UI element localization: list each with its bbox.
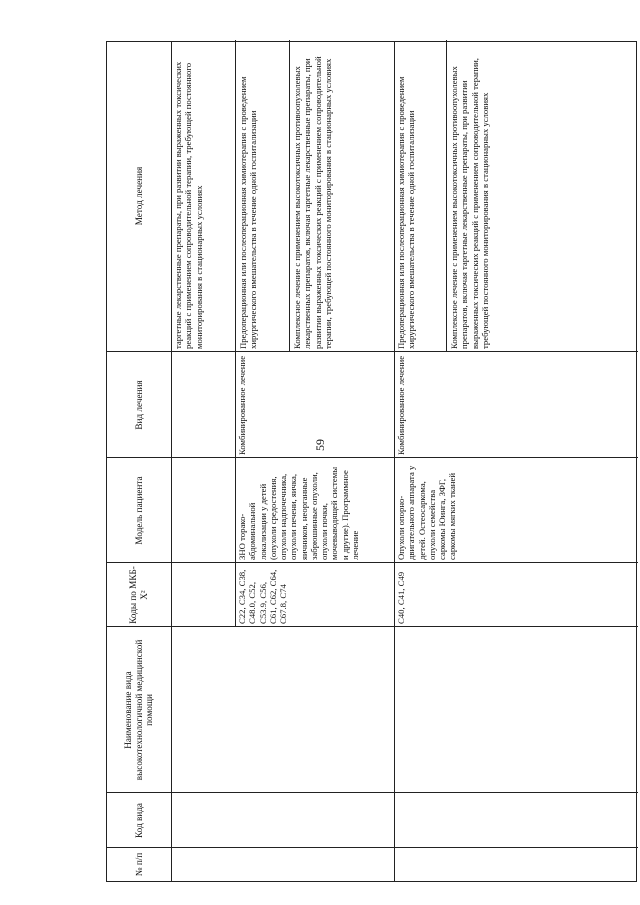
column-divider	[394, 562, 638, 563]
table-row	[394, 42, 638, 881]
row-icd: C40, C41, C49	[396, 571, 406, 624]
row-name	[171, 627, 394, 793]
header-method: Метод лечения	[133, 166, 144, 226]
header-treatment-type: Вид лечения	[133, 380, 144, 430]
column-divider	[171, 351, 394, 352]
column-divider	[107, 562, 171, 563]
row-num	[394, 848, 638, 881]
row-patient-model: Опухоли опорно-двигательного аппарата у детей. Остеосаркома, опухоли семейства саркомы Юинга, ЗФГ, саркомы мягких тканей	[396, 465, 458, 560]
row-treatment-type: Комбинированное лечение	[396, 355, 406, 455]
method-item: Комплексное лечение с применением высокотоксичных противоопухолевых лекарственных препаратов, включая таргетные лекарственные препараты, при развитии выраженных токсических реакций с применением сопроводительной терапии, требующей постоянного мониторирования в стационарных условиях	[289, 40, 394, 352]
row-treatment-type: Комбинированное лечение	[237, 355, 247, 455]
row-methods	[394, 40, 638, 352]
table-row	[171, 42, 395, 881]
row-code	[171, 793, 394, 848]
column-divider	[394, 792, 638, 793]
column-divider	[394, 847, 638, 848]
header-num: № п/п	[133, 852, 144, 877]
row-num	[171, 848, 394, 881]
header-patient-model: Модель пациента	[133, 476, 144, 545]
column-divider	[171, 562, 394, 563]
method-item: Предоперационная или послеоперационная химиотерапия с проведением хирургического вмешательства в течение одной госпитализации	[396, 76, 417, 349]
header-code: Код вида	[133, 803, 144, 838]
column-divider	[107, 792, 171, 793]
column-divider	[394, 457, 638, 458]
column-divider	[394, 626, 638, 627]
column-divider	[171, 626, 394, 627]
row-code	[394, 793, 638, 848]
column-divider	[171, 792, 394, 793]
header-icd: Коды по МКБ-X²	[128, 566, 149, 624]
row-icd: C22, C34, C38, C48.0, C52, C53.9, C56, C61, C62, C64, C67.8, C74	[237, 569, 289, 624]
page-number: 59	[313, 439, 327, 451]
column-divider	[394, 351, 638, 352]
column-divider	[107, 457, 171, 458]
icd-block-divider	[235, 42, 236, 627]
table-header-row	[107, 42, 172, 881]
column-divider	[107, 351, 171, 352]
method-continuation: таргетные лекарственные препараты, при развитии выраженных токсических реакций с применением сопроводительной терапии, требующей постоянного мониторирования в стационарных условиях	[173, 61, 204, 349]
method-item: Комплексное лечение с применением высокотоксичных противоопухолевых препаратов, включая таргетные лекарственные препараты, при развитии выраженных токсических реакций с применением сопроводительной терапии, требующей постоянного мониторирования в стационарных условиях	[446, 40, 638, 352]
treatment-table	[106, 41, 637, 882]
method-item: Предоперационная или послеоперационная химиотерапия с проведением хирургического вмешательства в течение одной госпитализации	[235, 40, 289, 352]
row-patient-model: ЗНО торако-абдоминальной локализации у детей (опухоли средостения, опухоли надпочечника, опухоли печени, яичка, яичников, неорганные забрюшинные опухоли, опухоли почки, мочевыводящей системы и другие). Программное лечение	[237, 466, 360, 560]
header-name: Наименование вида высокотехнологичной медицинской помощи	[122, 639, 155, 781]
column-divider	[107, 626, 171, 627]
row-name	[394, 627, 638, 793]
row-methods	[171, 40, 394, 352]
column-divider	[171, 457, 394, 458]
column-divider	[107, 847, 171, 848]
column-divider	[171, 847, 394, 848]
